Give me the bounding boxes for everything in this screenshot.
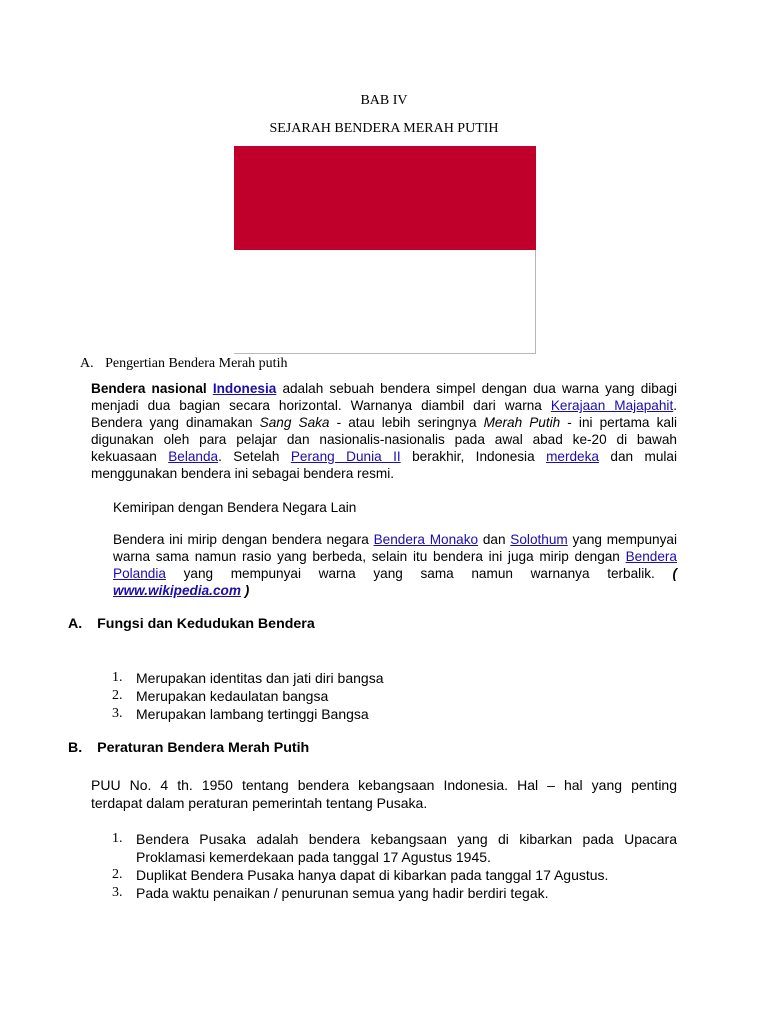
- similarity-line-1: [113, 531, 677, 548]
- intro-line-4: digunakan oleh para pelajar dan nasionalis-nasionalis pada awal abad ke-20 di bawah: [91, 432, 677, 447]
- intro-paragraph: [91, 380, 677, 482]
- list-item-text: [136, 830, 677, 866]
- text: Bendera ini mirip dengan bendera negara: [113, 532, 374, 547]
- peraturan-paragraph: [91, 776, 677, 812]
- bold-text: Bendera nasional: [91, 381, 213, 396]
- list-item-text: Pada waktu penaikan / penurunan semua yang hadir berdiri tegak.: [136, 885, 549, 901]
- list-number: 3.: [112, 885, 123, 900]
- text: kekuasaan: [91, 449, 169, 464]
- link-solothum[interactable]: Solothum: [510, 532, 568, 547]
- section-heading-peraturan: [68, 740, 309, 756]
- paren-text: ): [240, 583, 250, 598]
- flag-white-band: [234, 250, 536, 354]
- page-title: SEJARAH BENDERA MERAH PUTIH: [269, 121, 499, 136]
- list-number: 3.: [112, 706, 123, 721]
- link-kerajaan-majapahit[interactable]: Kerajaan Majapahit: [550, 398, 674, 413]
- link-wikipedia-source[interactable]: www.wikipedia.com: [113, 583, 241, 598]
- list-item: [112, 866, 677, 884]
- link-bendera-monako[interactable]: Bendera Monako: [373, 532, 479, 547]
- list-item: [112, 705, 672, 723]
- text: dan mulai: [598, 449, 678, 464]
- section-heading-pengertian: [80, 356, 287, 372]
- intro-line-2: [91, 397, 677, 414]
- peraturan-line-1: PUU No. 4 th. 1950 tentang bendera kebangsaan Indonesia. Hal – hal yang penting: [91, 777, 677, 793]
- peraturan-list: [112, 830, 677, 906]
- flag-red-band: [234, 146, 536, 250]
- text: - ini pertama kali: [560, 415, 677, 430]
- section-title: Fungsi dan Kedudukan Bendera: [97, 616, 315, 632]
- fungsi-list: [112, 669, 672, 729]
- intro-line-6: menggunakan bendera ini sebagai bendera resmi.: [91, 466, 395, 481]
- italic-text: Merah Putih: [483, 415, 561, 430]
- link-polandia[interactable]: Polandia: [113, 566, 166, 581]
- list-number: 2.: [112, 688, 123, 703]
- text: - atau lebih seringnya: [329, 415, 484, 430]
- text: . Setelah: [218, 449, 291, 464]
- list-item: [112, 830, 677, 866]
- text: adalah sebuah bendera simpel dengan dua warna yang dibagi: [276, 381, 678, 396]
- intro-line-5: [91, 448, 677, 465]
- list-number: 1.: [112, 831, 123, 846]
- text: berakhir, Indonesia: [400, 449, 547, 464]
- text: Proklamasi kemerdekaan pada tanggal 17 Agustus 1945.: [136, 849, 491, 865]
- similarity-line-4: [113, 582, 677, 599]
- list-item: [112, 687, 672, 705]
- list-item-text: Merupakan identitas dan jati diri bangsa: [136, 670, 384, 686]
- link-indonesia[interactable]: Indonesia: [212, 381, 277, 396]
- section-label: B.: [68, 740, 83, 756]
- chapter-title: BAB IV: [360, 93, 408, 108]
- text: yang mempunyai warna yang sama namun warnanya terbalik.: [165, 566, 673, 581]
- paren-text: (: [672, 566, 677, 581]
- text: yang mempunyai: [567, 532, 677, 547]
- section-heading-fungsi: [68, 616, 315, 632]
- section-label: A.: [80, 356, 94, 371]
- section-title: Peraturan Bendera Merah Putih: [97, 740, 310, 756]
- peraturan-line-2: terdapat dalam peraturan pemerintah tentang Pusaka.: [91, 795, 428, 811]
- list-item: [112, 884, 677, 902]
- similarity-paragraph: [113, 531, 677, 599]
- text: .: [673, 398, 677, 413]
- list-item-text: Merupakan lambang tertinggi Bangsa: [136, 706, 369, 722]
- text: Bendera yang dinamakan: [91, 415, 260, 430]
- section-title: Pengertian Bendera Merah putih: [105, 356, 288, 371]
- list-item-text: Duplikat Bendera Pusaka hanya dapat di kibarkan pada tanggal 17 Agustus.: [136, 867, 609, 883]
- link-bendera[interactable]: Bendera: [625, 549, 677, 564]
- similarity-heading: Kemiripan dengan Bendera Negara Lain: [113, 500, 357, 515]
- text: warna sama namun rasio yang berbeda, selain itu bendera ini juga mirip dengan: [113, 549, 626, 564]
- text: dan: [478, 532, 511, 547]
- indonesia-flag-image: [234, 146, 536, 354]
- link-belanda[interactable]: Belanda: [168, 449, 219, 464]
- section-label: A.: [68, 616, 83, 632]
- text: menjadi dua bagian secara horizontal. Warnanya diambil dari warna: [91, 398, 551, 413]
- intro-line-1: [91, 380, 677, 397]
- list-item-text: Merupakan kedaulatan bangsa: [136, 688, 329, 704]
- link-perang-dunia-ii[interactable]: Perang Dunia II: [290, 449, 401, 464]
- link-merdeka[interactable]: merdeka: [546, 449, 599, 464]
- similarity-line-3: [113, 565, 677, 582]
- text: Bendera Pusaka adalah bendera kebangsaan yang di kibarkan pada Upacara: [136, 831, 677, 847]
- italic-text: Sang Saka: [259, 415, 330, 430]
- list-item: [112, 669, 672, 687]
- intro-line-3: [91, 414, 677, 431]
- similarity-line-2: [113, 548, 677, 565]
- list-number: 1.: [112, 670, 123, 685]
- list-number: 2.: [112, 867, 123, 882]
